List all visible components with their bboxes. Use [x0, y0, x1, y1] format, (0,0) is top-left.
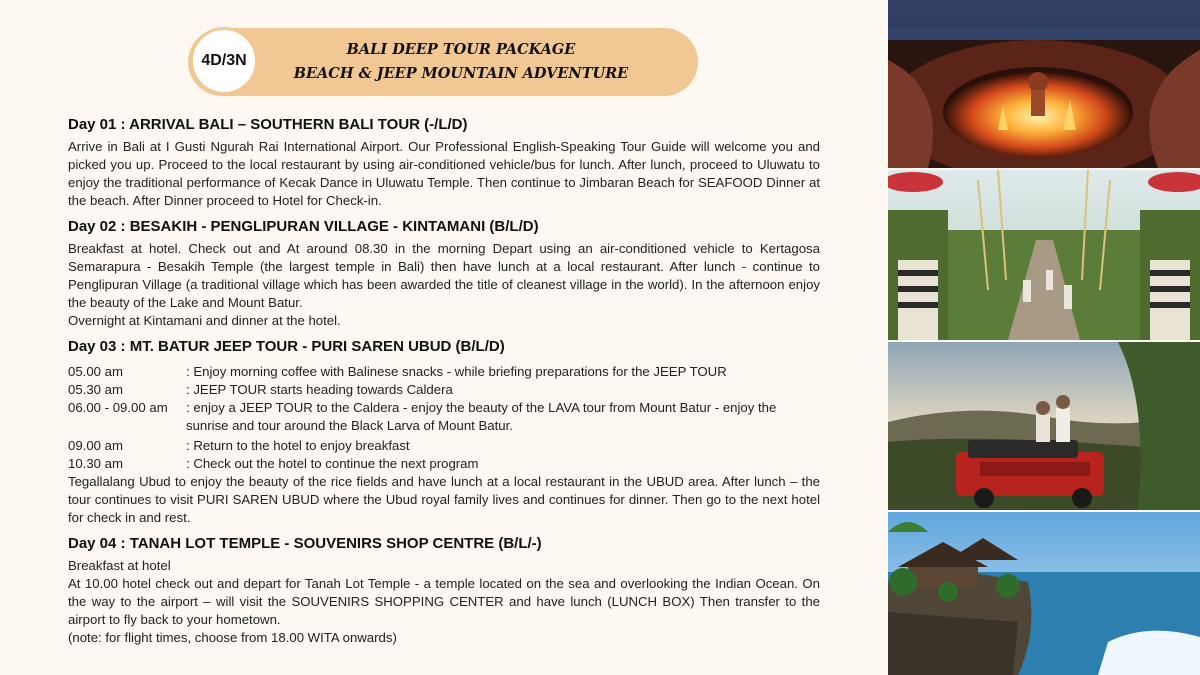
package-title-line1: BALI DEEP TOUR PACKAGE	[346, 41, 576, 58]
day-4-note: (note: for flight times, choose from 18.00 WITA onwards)	[68, 630, 397, 645]
schedule-time: 09.00 am	[68, 438, 123, 453]
day-4-title: Day 04 : TANAH LOT TEMPLE - SOUVENIRS SHOP CENTRE (B/L/-)	[68, 535, 542, 552]
day-1-section	[68, 115, 820, 210]
schedule-row	[68, 455, 820, 473]
package-title	[260, 38, 662, 86]
schedule-time: 06.00 - 09.00 am	[68, 400, 168, 415]
schedule-row	[68, 381, 820, 399]
schedule-desc: : Check out the hotel to continue the next program	[186, 456, 479, 471]
duration-badge-text: 4D/3N	[201, 52, 247, 69]
penglipuran-village-photo	[888, 170, 1200, 340]
schedule-desc: : Enjoy morning coffee with Balinese snacks - while briefing preparations for the JEEP TOUR	[186, 364, 727, 379]
schedule-time: 05.00 am	[68, 364, 123, 379]
schedule-row	[68, 437, 820, 455]
day-4-section	[68, 534, 820, 647]
day-3-title: Day 03 : MT. BATUR JEEP TOUR - PURI SAREN UBUD (B/L/D)	[68, 338, 505, 355]
day-2-title: Day 02 : BESAKIH - PENGLIPURAN VILLAGE - KINTAMANI (B/L/D)	[68, 218, 539, 235]
schedule-desc: : JEEP TOUR starts heading towards Caldera	[186, 382, 453, 397]
schedule-row	[68, 399, 820, 435]
day-1-title: Day 01 : ARRIVAL BALI – SOUTHERN BALI TOUR (-/L/D)	[68, 116, 468, 133]
schedule-desc: : enjoy a JEEP TOUR to the Caldera - enjoy the beauty of the LAVA tour from Mount Batur - enjoy the sunrise and tour around the Black Larva of Mount Batur.	[186, 400, 777, 433]
batur-jeep-photo	[888, 342, 1200, 510]
day-3-description: Tegallalang Ubud to enjoy the beauty of the rice fields and have lunch at a local restaurant in the UBUD area. After lunch – the tour continues to visit PURI SAREN UBUD where the Ubud royal family lives and continues for dinner. Then go to the next hotel for check in and rest.	[68, 474, 820, 525]
day-2-section	[68, 217, 820, 330]
photo-column	[888, 0, 1200, 675]
package-title-line2: BEACH & JEEP MOUNTAIN ADVENTURE	[293, 65, 629, 82]
itinerary	[68, 115, 820, 654]
tanah-lot-photo	[888, 512, 1200, 675]
kecak-dance-photo	[888, 0, 1200, 168]
schedule-desc: : Return to the hotel to enjoy breakfast	[186, 438, 410, 453]
day-4-breakfast: Breakfast at hotel	[68, 558, 171, 573]
schedule-time: 05.30 am	[68, 382, 123, 397]
day-4-description: At 10.00 hotel check out and depart for Tanah Lot Temple - a temple located on the sea and overlooking the Indian Ocean. On the way to the airport – will visit the SOUVENIRS SHOPPING CENTER and have lunch (LUNCH BOX) Then transfer to the airport to fly back to your hometown.	[68, 576, 820, 627]
day-2-description: Breakfast at hotel. Check out and At around 08.30 in the morning Depart using an air-conditioned vehicle to Kertagosa Semarapura - Besakih Temple (the largest temple in Bali) then have lunch at a local restaurant. After lunch - continue to Penglipuran Village (a traditional village which has been awarded the title of cleanest village in the world). In the afternoon enjoy the beauty of the Lake and Mount Batur.	[68, 241, 820, 310]
day-1-description: Arrive in Bali at I Gusti Ngurah Rai International Airport. Our Professional English-Speaking Tour Guide will welcome you and picked you up. Proceed to the local restaurant by using air-conditioned vehicle/bus for lunch. After lunch, proceed to Uluwatu to enjoy the traditional performance of Kecak Dance in Uluwatu Temple. Then continue to Jimbaran Beach for SEAFOOD Dinner at the beach. After Dinner proceed to Hotel for Check-in.	[68, 139, 820, 208]
day-3-schedule	[68, 363, 820, 473]
schedule-row	[68, 363, 820, 381]
schedule-time: 10.30 am	[68, 456, 123, 471]
day-2-overnight: Overnight at Kintamani and dinner at the hotel.	[68, 313, 341, 328]
duration-badge	[190, 27, 258, 95]
day-3-section	[68, 337, 820, 527]
